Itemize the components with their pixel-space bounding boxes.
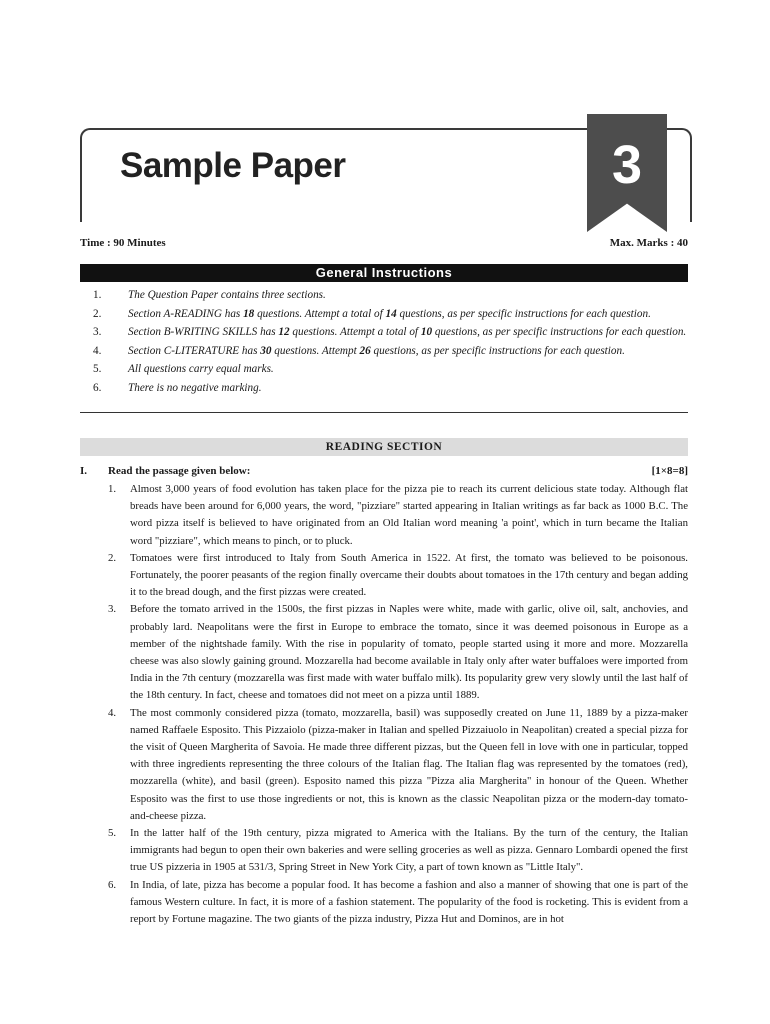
paragraph-text: Tomatoes were first introduced to Italy from South America in 1522. At first, the tomato was believed to be poisonous. Fortunately, the poorer peasants of the region finally overcame their doubts about tomatoes in the 17th century and began adding it to the bread dough, and the first pizzas were created. <box>130 551 688 599</box>
paragraph-text: The most commonly considered pizza (tomato, mozzarella, basil) was supposedly created on June 11, 1889 by a pizza-maker named Raffaele Esposito. This Pizzaiolo (pizza-maker in Italian and spelled Pizzaiuolo in Neapolitan) created a special pizza for the visit of Queen Margherita of Savoia. He made three different pizzas, but the Queen fell in love with one in particular, topped with three ingredients representing the three colours of the Italian flag. The Italian flag was represented by the tomatoes (red), mozzarella (white), and basil (green). Esposito named this pizza "Pizza alia Margherita" in honour of the Queen. Whether Esposito was the first to use those ingredients or not, this is known as the classic Neapolitan pizza or the modern-day tomato-and-cheese pizza. <box>130 706 688 822</box>
instruction-text: The Question Paper contains three sections. <box>128 289 326 301</box>
instruction-item <box>80 324 688 341</box>
instruction-number: 2. <box>93 307 102 320</box>
paragraph-text: Before the tomato arrived in the 1500s, the first pizzas in Naples were white, made with garlic, olive oil, salt, anchovies, and probably lard. Neapolitans were the first in Europe to embrace the tomato, since it was deemed poisonous in Europe as a member of the nightshade family. With the rise in popularity of tomato, people started using it more and more. Mozzarella cheese was also slowly gaining ground. Mozzarella had become available in Italy only after water buffaloes were imported from India in the 7th century (mozzarella was first made with water buffalo milk). Its popularity grew very slowly until the last half of the 18th century. In fact, cheese and tomatoes did not meet on a pizza until 1889. <box>130 603 688 702</box>
instruction-number: 3. <box>93 326 102 338</box>
instruction-number: 4. <box>93 344 102 357</box>
passage-paragraph <box>80 481 688 550</box>
passage-paragraph <box>80 601 688 704</box>
instruction-item <box>80 361 688 378</box>
paragraph-text: Almost 3,000 years of food evolution has taken place for the pizza pie to reach its current delicious state today. Although flat breads have been around for 6,000 years, the word, "pizziare" started appearing in Italian writings as far back as 1000 B.C. The word pizza itself is believed to have originated from an Old Italian word meaning 'a point', which in turn became the Italian word "pizziare", which means to pinch, or to pluck. <box>130 483 688 547</box>
paragraph-number: 3. <box>108 603 117 616</box>
passage-paragraph <box>80 825 688 877</box>
paragraph-text: In the latter half of the 19th century, pizza migrated to America with the Italians. By the turn of the century, the Italian immigrants had begun to open their own bakeries and were selling groceries as well as pizza. Gennaro Lombardi opened the first true US pizzeria in 1905 at 531/3, Spring Street in New York City, a part of town known as "Little Italy". <box>130 827 688 874</box>
question-number: I. <box>80 465 88 477</box>
question-header <box>80 464 688 479</box>
instruction-text: Section C-LITERATURE has 30 questions. Attempt 26 questions, as per specific instructions for each question. <box>128 344 625 357</box>
exam-meta <box>80 237 688 249</box>
paragraph-number: 2. <box>108 551 117 564</box>
max-marks: Max. Marks : 40 <box>609 237 688 249</box>
instruction-number: 6. <box>93 381 102 394</box>
time-allowed: Time : 90 Minutes <box>80 237 166 249</box>
question-text: Read the passage given below: <box>108 465 251 477</box>
instruction-text: Section B-WRITING SKILLS has 12 questions. Attempt a total of 10 questions, as per specific instructions for each question. <box>128 326 687 338</box>
passage-paragraph <box>80 705 688 825</box>
reading-section-heading: READING SECTION <box>80 438 688 456</box>
passage <box>80 481 688 928</box>
page-title: Sample Paper <box>120 146 346 185</box>
divider <box>80 412 688 413</box>
instruction-number: 1. <box>93 289 102 301</box>
question-marks: [1×8=8] <box>651 465 688 477</box>
paragraph-number: 5. <box>108 827 117 840</box>
paragraph-text: In India, of late, pizza has become a popular food. It has become a fashion and also a manner of showing that one is part of the famous Western culture. In fact, it is more of a fashion statement. The popularity of the food is rocketing. This is evident from a report by Fortune magazine. The two giants of the pizza industry, Pizza Hut and Dominos, are in hot <box>130 878 688 926</box>
instructions-list <box>80 287 688 398</box>
instruction-item <box>80 287 688 304</box>
instruction-item <box>80 380 688 397</box>
passage-paragraph <box>80 550 688 602</box>
paragraph-number: 1. <box>108 483 117 495</box>
paragraph-number: 4. <box>108 706 117 719</box>
instruction-item <box>80 306 688 323</box>
paragraph-number: 6. <box>108 878 117 891</box>
passage-paragraph <box>80 877 688 929</box>
instruction-item <box>80 343 688 360</box>
paper-number: 3 <box>611 135 643 195</box>
general-instructions-heading: General Instructions <box>80 264 688 282</box>
instruction-text: Section A-READING has 18 questions. Attempt a total of 14 questions, as per specific instructions for each question. <box>128 307 651 320</box>
instruction-text: All questions carry equal marks. <box>128 363 274 375</box>
instruction-text: There is no negative marking. <box>128 381 262 394</box>
instruction-number: 5. <box>93 363 102 375</box>
